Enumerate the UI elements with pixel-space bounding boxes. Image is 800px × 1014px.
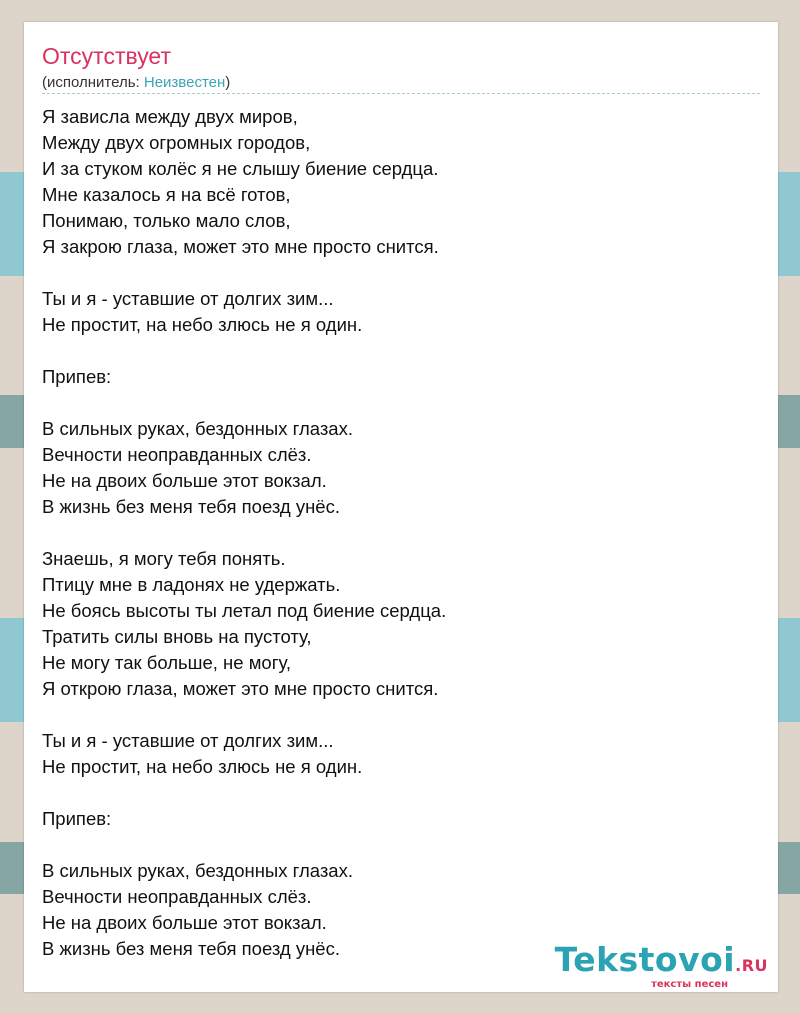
logo-tld: .RU (735, 956, 768, 975)
lyric-line: Тратить силы вновь на пустоту, (42, 626, 312, 647)
lyric-line: Понимаю, только мало слов, (42, 210, 291, 231)
performer-line (42, 73, 230, 93)
lyric-line: В сильных руках, бездонных глазах. (42, 418, 353, 439)
site-logo[interactable] (555, 941, 768, 990)
lyric-line: Не простит, на небо злюсь не я один. (42, 314, 363, 335)
lyric-line: Мне казалось я на всё готов, (42, 184, 291, 205)
lyric-line: Не на двоих больше этот вокзал. (42, 912, 327, 933)
lyric-line: Вечности неоправданных слёз. (42, 444, 312, 465)
lyric-line: Знаешь, я могу тебя понять. (42, 548, 286, 569)
lyric-line: Не на двоих больше этот вокзал. (42, 470, 327, 491)
lyric-line: Не простит, на небо злюсь не я один. (42, 756, 363, 777)
lyric-line: Я зависла между двух миров, (42, 106, 298, 127)
lyric-line: Припев: (42, 366, 112, 387)
song-title: Отсутствует (42, 43, 171, 69)
lyric-line: Вечности неоправданных слёз. (42, 886, 312, 907)
title-divider (42, 93, 760, 94)
lyric-line: Ты и я - уставшие от долгих зим... (42, 288, 334, 309)
lyric-line: Ты и я - уставшие от долгих зим... (42, 730, 334, 751)
lyric-line: В жизнь без меня тебя поезд унёс. (42, 938, 340, 959)
lyrics-card (24, 22, 778, 992)
logo-tagline: тексты песен (651, 979, 728, 990)
lyric-line: В сильных руках, бездонных глазах. (42, 860, 353, 881)
performer-suffix: ) (225, 74, 231, 91)
stanza-gap (42, 520, 742, 546)
lyric-line: Я закрою глаза, может это мне просто снится. (42, 236, 439, 257)
lyric-line: Не боясь высоты ты летал под биение сердца. (42, 600, 447, 621)
stanza-gap (42, 832, 742, 858)
stanza-gap (42, 260, 742, 286)
lyric-line: Припев: (42, 808, 112, 829)
lyric-line: И за стуком колёс я не слышу биение сердца. (42, 158, 439, 179)
performer-prefix: (исполнитель: (42, 74, 144, 91)
lyric-line: Птицу мне в ладонях не удержать. (42, 574, 341, 595)
lyric-line: Не могу так больше, не могу, (42, 652, 291, 673)
lyric-line: В жизнь без меня тебя поезд унёс. (42, 496, 340, 517)
lyrics-text (42, 104, 742, 962)
stanza-gap (42, 338, 742, 364)
lyric-line: Я открою глаза, может это мне просто снится. (42, 678, 439, 699)
stanza-gap (42, 702, 742, 728)
logo-name: Tekstovoi (554, 940, 736, 979)
stanza-gap (42, 390, 742, 416)
stanza-gap (42, 780, 742, 806)
lyric-line: Между двух огромных городов, (42, 132, 311, 153)
performer-link[interactable]: Неизвестен (143, 74, 226, 91)
